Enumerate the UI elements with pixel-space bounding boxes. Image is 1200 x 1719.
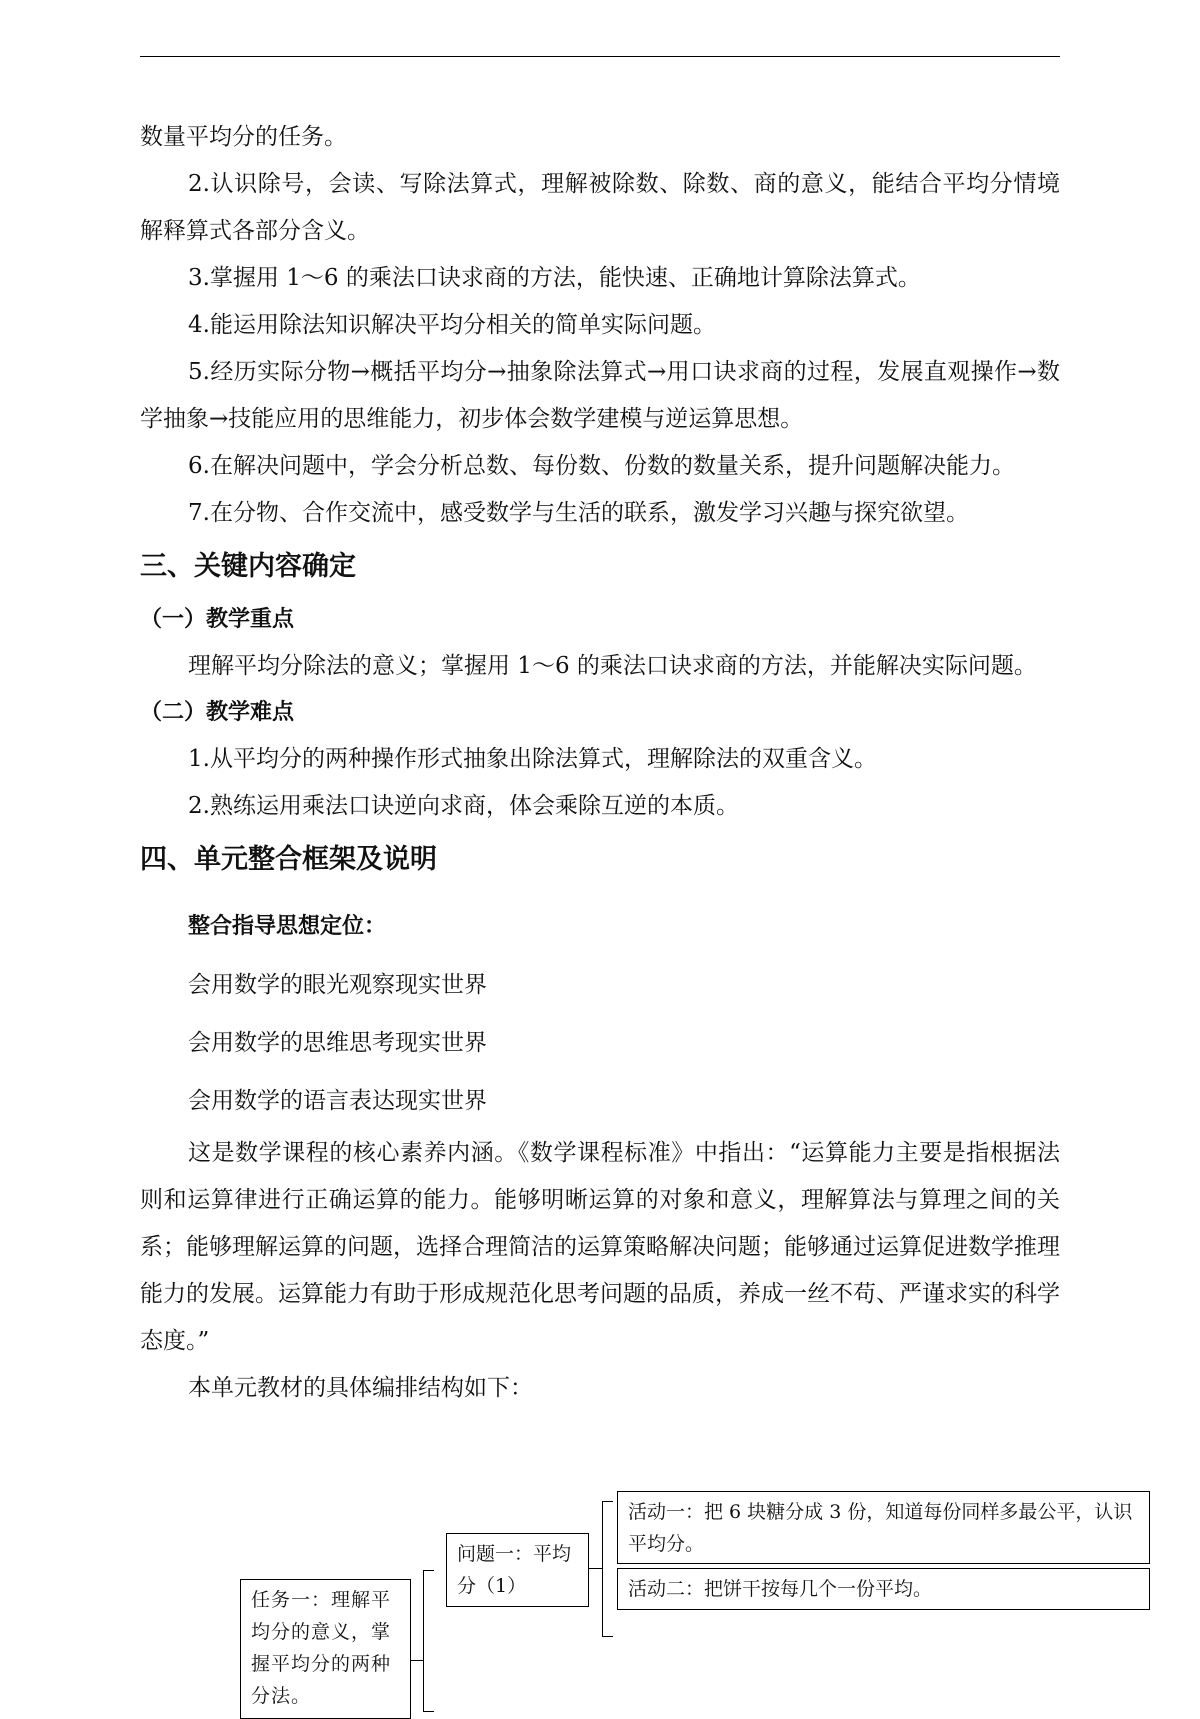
problem-one-box: 问题一：平均分（1）	[446, 1533, 589, 1607]
activity-two-box: 活动二：把饼干按每几个一份平均。	[617, 1568, 1150, 1610]
problem-connector-line	[589, 1568, 602, 1569]
key-points-heading: （一）教学重点	[140, 607, 295, 632]
objective-item: 6.在解决问题中，学会分析总数、每份数、份数的数量关系，提升问题解决能力。	[188, 453, 1015, 479]
guide-line: 会用数学的眼光观察现实世界	[188, 972, 487, 998]
task-one-box: 任务一：理解平均分的意义，掌握平均分的两种分法。	[240, 1579, 411, 1719]
objective-item: 7.在分物、合作交流中，感受数学与生活的联系，激发学习兴趣与探究欲望。	[188, 500, 969, 526]
objective-item: 4.能运用除法知识解决平均分相关的简单实际问题。	[188, 312, 716, 338]
header-rule	[140, 56, 1060, 57]
objective-item: 5.经历实际分物→概括平均分→抽象除法算式→用口诀求商的过程，发展直观操作→数学抽象→技能应用的思维能力，初步体会数学建模与逆运算思想。	[140, 359, 1060, 432]
objective-continued: 数量平均分的任务。	[140, 124, 347, 150]
key-points-text: 理解平均分除法的意义；掌握用 1～6 的乘法口诀求商的方法，并能解决实际问题。	[188, 653, 1037, 679]
section-4-heading: 四、单元整合框架及说明	[140, 844, 437, 875]
standards-quote-paragraph: 这是数学课程的核心素养内涵。《数学课程标准》中指出：“运算能力主要是指根据法则和运算律进行正确运算的能力。能够明晰运算的对象和意义，理解算法与算理之间的关系；能够理解运算的问题，选择合理简洁的运算策略解决问题；能够通过运算促进数学推理能力的发展。运算能力有助于形成规范化思考问题的品质，养成一丝不苟、严谨求实的科学态度。”	[140, 1140, 1060, 1354]
objective-item: 3.掌握用 1～6 的乘法口诀求商的方法，能快速、正确地计算除法算式。	[188, 265, 921, 291]
guide-title: 整合指导思想定位：	[188, 914, 387, 939]
difficulties-heading: （二）教学难点	[140, 700, 295, 725]
activity-one-box: 活动一：把 6 块糖分成 3 份，知道每份同样多最公平，认识平均分。	[617, 1491, 1150, 1564]
task-to-problem-bracket	[423, 1570, 434, 1712]
objective-item: 2.认识除号，会读、写除法算式，理解被除数、除数、商的意义，能结合平均分情境解释算式各部分含义。	[140, 171, 1060, 244]
section-3-heading: 三、关键内容确定	[140, 551, 356, 582]
guide-line: 会用数学的语言表达现实世界	[188, 1088, 487, 1114]
structure-intro: 本单元教材的具体编排结构如下：	[188, 1375, 533, 1401]
difficulty-item: 1.从平均分的两种操作形式抽象出除法算式，理解除法的双重含义。	[188, 746, 877, 772]
difficulty-item: 2.熟练运用乘法口诀逆向求商，体会乘除互逆的本质。	[188, 793, 739, 819]
problem-to-activity-bracket	[602, 1501, 613, 1637]
document-page	[140, 114, 1060, 1412]
guide-line: 会用数学的思维思考现实世界	[188, 1030, 487, 1056]
task-connector-line	[411, 1660, 423, 1661]
